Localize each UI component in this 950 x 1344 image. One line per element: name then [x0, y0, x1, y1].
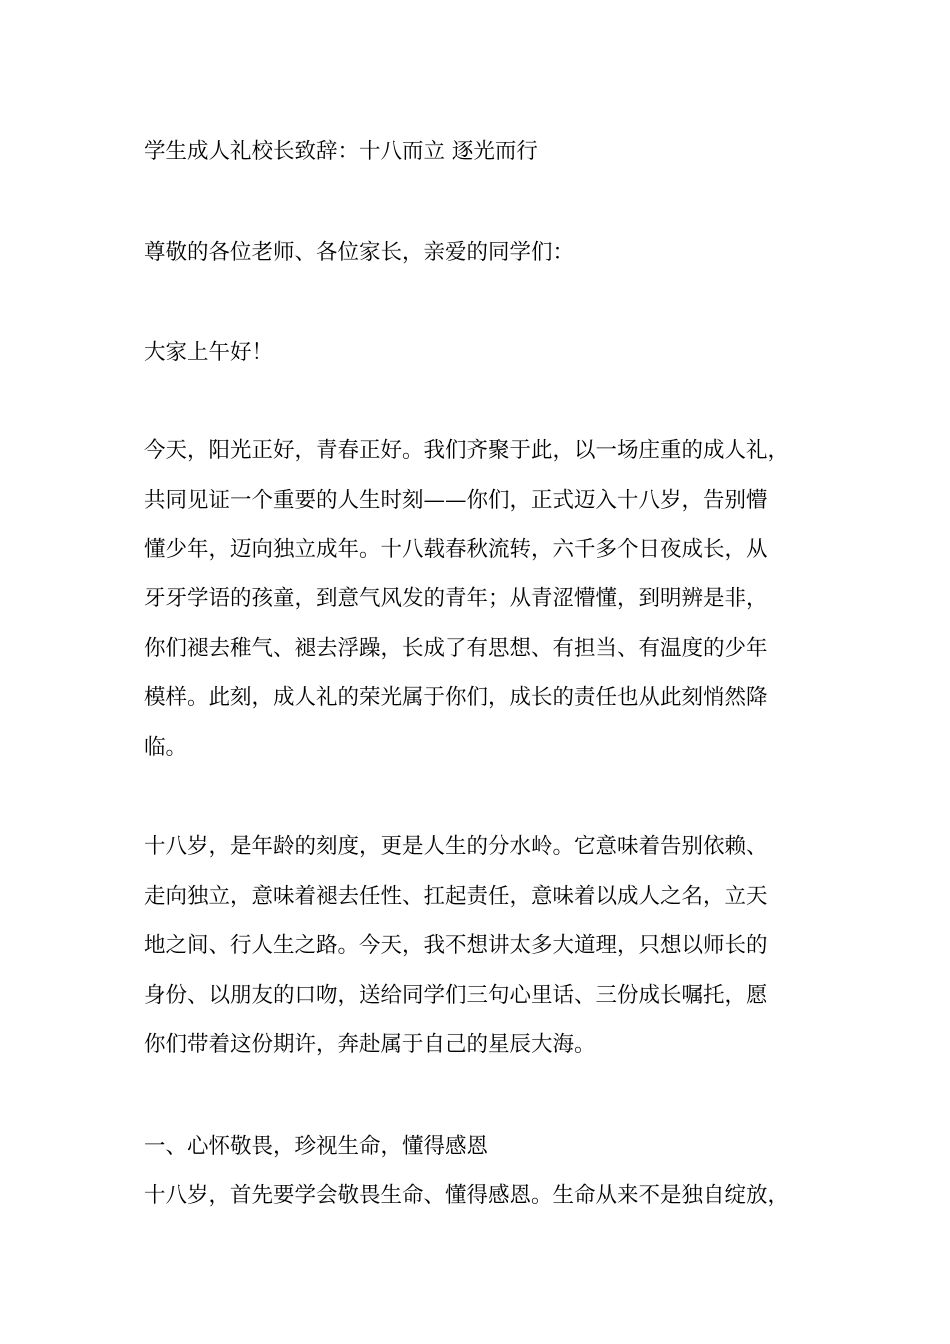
paragraph-line: 懂少年，迈向独立成年。十八载春秋流转，六千多个日夜成长，从	[144, 537, 768, 562]
salutation: 尊敬的各位老师、各位家长，亲爱的同学们：	[144, 240, 575, 265]
paragraph-line: 十八岁，首先要学会敬畏生命、懂得感恩。生命从来不是独自绽放，	[144, 1183, 790, 1208]
paragraph-line: 今天，阳光正好，青春正好。我们齐聚于此，以一场庄重的成人礼，	[144, 438, 790, 463]
paragraph-line: 临。	[144, 735, 188, 760]
paragraph-line: 地之间、行人生之路。今天，我不想讲太多大道理，只想以师长的	[144, 933, 768, 958]
section-1-heading: 一、心怀敬畏，珍视生命，懂得感恩	[144, 1134, 489, 1159]
paragraph-line: 走向独立，意味着褪去任性、扛起责任，意味着以成人之名，立天	[144, 884, 768, 909]
paragraph-line: 牙牙学语的孩童，到意气风发的青年；从青涩懵懂，到明辨是非，	[144, 586, 768, 611]
greeting: 大家上午好！	[144, 340, 274, 365]
paragraph-line: 模样。此刻，成人礼的荣光属于你们，成长的责任也从此刻悄然降	[144, 685, 768, 710]
paragraph-line: 你们带着这份期许，奔赴属于自己的星辰大海。	[144, 1032, 596, 1057]
paragraph-line: 身份、以朋友的口吻，送给同学们三句心里话、三份成长嘱托，愿	[144, 983, 768, 1008]
paragraph-line: 你们褪去稚气、褪去浮躁，长成了有思想、有担当、有温度的少年	[144, 636, 768, 661]
paragraph-line: 十八岁，是年龄的刻度，更是人生的分水岭。它意味着告别依赖、	[144, 834, 768, 859]
document-title: 学生成人礼校长致辞：十八而立 逐光而行	[144, 139, 538, 164]
paragraph-line: 共同见证一个重要的人生时刻——你们，正式迈入十八岁，告别懵	[144, 488, 768, 513]
